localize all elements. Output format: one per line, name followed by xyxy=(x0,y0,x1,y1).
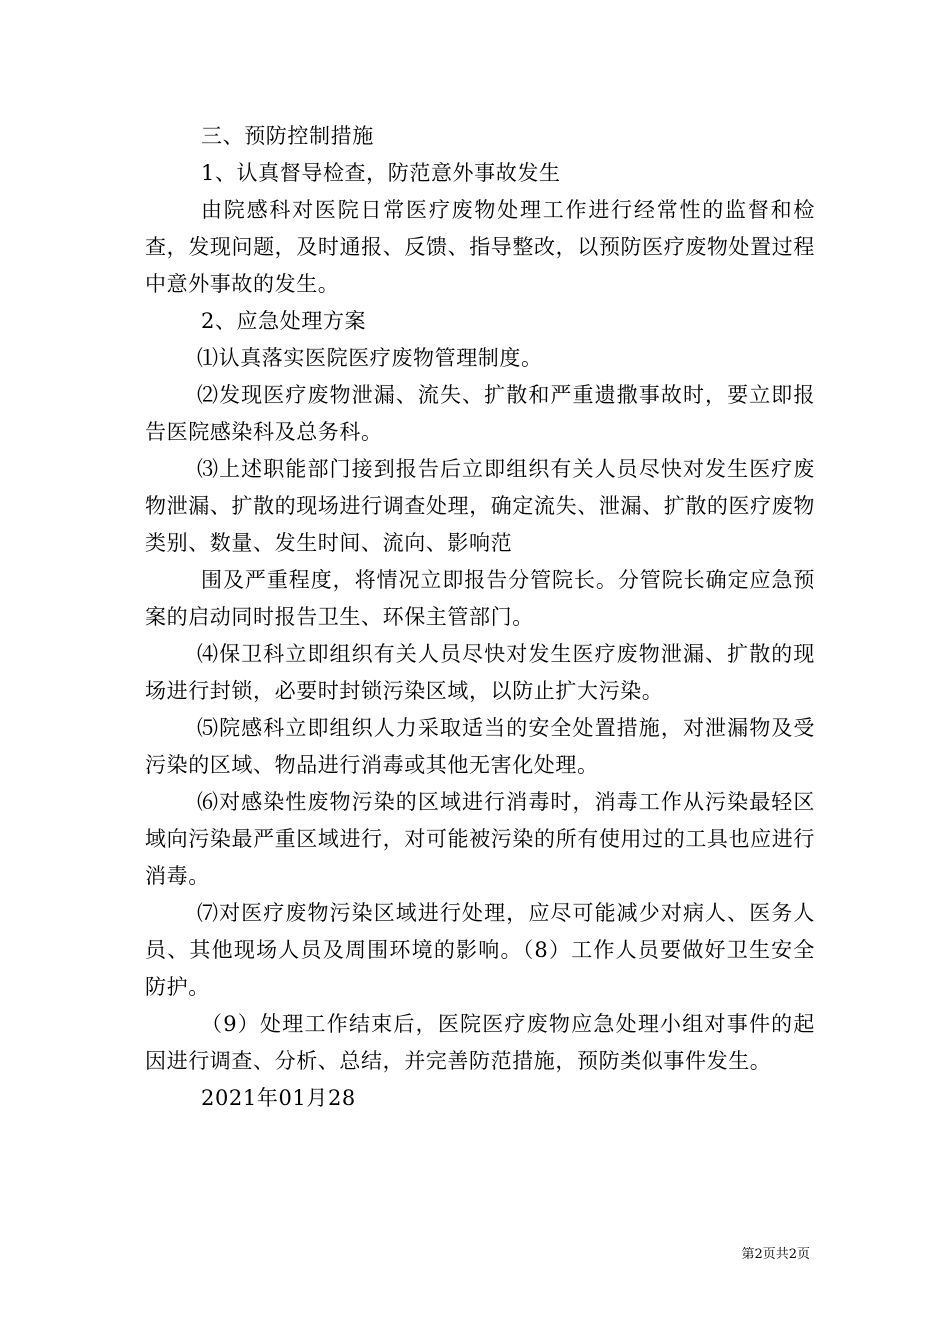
document-date: 2021年01月28 xyxy=(201,1086,356,1110)
list-item-3: ⑶上述职能部门接到报告后立即组织有关人员尽快对发生医疗废物泄漏、扩散的现场进行调查处理，确定流失、泄漏、扩散的医疗废物类别、数量、发生时间、流向、影响范 xyxy=(145,457,815,555)
list-item-9: （9）处理工作结束后，医院医疗废物应急处理小组对事件的起因进行调查、分析、总结，并完善防范措施，预防类似事件发生。 xyxy=(145,1012,815,1073)
list-item-5: ⑸院感科立即组织人力采取适当的安全处置措施，对泄漏物及受污染的区域、物品进行消毒或其他无害化处理。 xyxy=(145,716,815,777)
list-item-2: ⑵发现医疗废物泄漏、流失、扩散和严重遗撒事故时，要立即报告医院感染科及总务科。 xyxy=(145,383,815,444)
list-item-1: ⑴认真落实医院医疗废物管理制度。 xyxy=(197,346,543,370)
subsection-heading-2: 2、应急处理方案 xyxy=(201,309,367,333)
subsection-heading-1: 1、认真督导检查，防范意外事故发生 xyxy=(201,161,561,185)
list-item-6: ⑹对感染性废物污染的区域进行消毒时，消毒工作从污染最轻区域向污染最严重区域进行，对可能被污染的所有使用过的工具也应进行消毒。 xyxy=(145,790,815,888)
list-item-3-continued: 围及严重程度，将情况立即报告分管院长。分管院长确定应急预案的启动同时报告卫生、环保主管部门。 xyxy=(145,568,815,629)
list-item-4: ⑷保卫科立即组织有关人员尽快对发生医疗废物泄漏、扩散的现场进行封锁，必要时封锁污染区域，以防止扩大污染。 xyxy=(145,642,815,703)
section-heading: 三、预防控制措施 xyxy=(201,124,374,148)
page-number: 第2页共2页 xyxy=(741,1247,810,1262)
document-body xyxy=(145,118,815,1117)
paragraph-supervision: 由院感科对医院日常医疗废物处理工作进行经常性的监督和检查，发现问题，及时通报、反馈、指导整改，以预防医疗废物处置过程中意外事故的发生。 xyxy=(145,198,815,296)
list-item-7: ⑺对医疗废物污染区域进行处理，应尽可能减少对病人、医务人员、其他现场人员及周围环境的影响。（8）工作人员要做好卫生安全防护。 xyxy=(145,901,815,999)
